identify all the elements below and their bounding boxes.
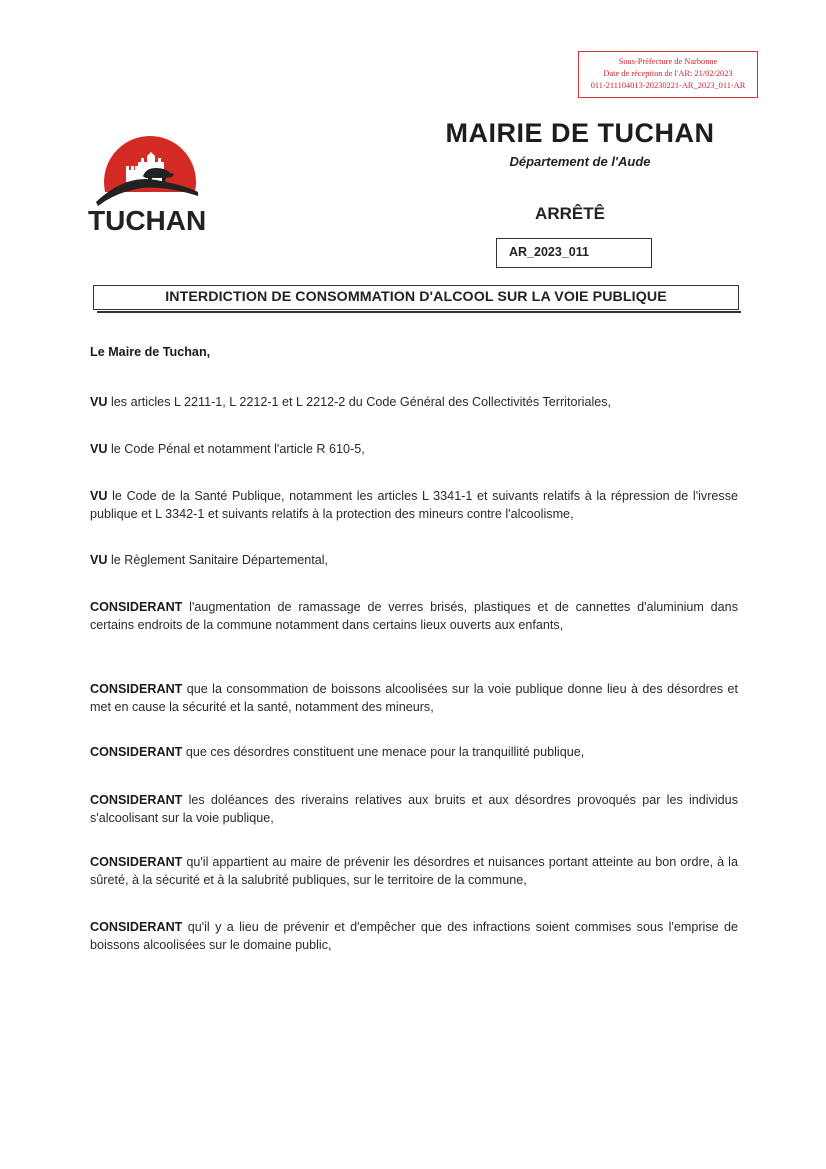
paragraph-8 [90, 791, 738, 827]
paragraph-lead: CONSIDERANT [90, 855, 183, 869]
paragraph-5 [90, 598, 738, 634]
paragraph-1 [90, 393, 738, 411]
paragraph-text: qu'il y a lieu de prévenir et d'empêcher que des infractions soient commises sous l'emprise de boissons alcoolisées sur le domaine public, [90, 920, 738, 952]
paragraph-lead: CONSIDERANT [90, 745, 183, 759]
paragraph-text: que ces désordres constituent une menace pour la tranquillité publique, [182, 745, 585, 759]
page-title: MAIRIE DE TUCHAN [445, 118, 715, 148]
paragraph-text: qu'il appartient au maire de prévenir les désordres et nuisances portant atteinte au bon ordre, à la sûreté, à la sécurité et à la salubrité publiques, sur le territoire de la commune, [90, 855, 738, 887]
logo-text: TUCHAN [88, 205, 207, 236]
paragraph-2 [90, 440, 738, 458]
paragraph-lead: VU [90, 489, 108, 503]
reception-stamp [578, 51, 758, 98]
paragraph-text: l'augmentation de ramassage de verres brisés, plastiques et de cannettes d'aluminium dans certains endroits de la commune notamment dans certains lieux ouverts aux enfants, [90, 600, 738, 632]
paragraph-6 [90, 680, 738, 716]
paragraph-lead: VU [90, 395, 108, 409]
intro-text: Le Maire de Tuchan, [90, 345, 211, 359]
stamp-line-3: 011-211104013-20230221-AR_2023_011-AR [590, 81, 746, 90]
reference-box [496, 238, 652, 268]
reference-number: AR_2023_011 [509, 245, 589, 259]
paragraph-4 [90, 551, 738, 569]
paragraph-lead: CONSIDERANT [90, 920, 183, 934]
paragraph-text: les doléances des riverains relatives aux bruits et aux désordres provoqués par les individus s'alcoolisant sur la voie publique, [90, 793, 738, 825]
paragraph-lead: CONSIDERANT [90, 600, 183, 614]
department-subtitle: Département de l'Aude [509, 154, 651, 169]
stamp-line-1: Sous-Préfecture de Narbonne [618, 57, 718, 66]
paragraph-lead: CONSIDERANT [90, 682, 183, 696]
tuchan-logo [86, 130, 216, 242]
paragraph-lead: VU [90, 442, 108, 456]
stamp-line-2: Date de réception de l'AR: 21/02/2023 [603, 69, 733, 78]
paragraph-9 [90, 853, 738, 889]
paragraph-lead: VU [90, 553, 108, 567]
paragraph-3 [90, 487, 738, 523]
paragraph-text: le Code Pénal et notamment l'article R 610-5, [107, 442, 365, 456]
paragraph-7 [90, 743, 738, 761]
subject-box [93, 285, 739, 310]
document-type: ARRÊTÊ [535, 204, 605, 223]
tuchan-logo-graphic [86, 130, 216, 242]
subject-title: INTERDICTION DE CONSOMMATION D'ALCOOL SUR LA VOIE PUBLIQUE [165, 289, 667, 305]
paragraph-text: les articles L 2211-1, L 2212-1 et L 2212-2 du Code Général des Collectivités Territoriales, [107, 395, 612, 409]
paragraph-lead: CONSIDERANT [90, 793, 183, 807]
paragraph-text: que la consommation de boissons alcoolisées sur la voie publique donne lieu à des désordres et met en cause la sécurité et la santé, notamment des mineurs, [90, 682, 738, 714]
paragraph-10 [90, 918, 738, 954]
intro-line [90, 343, 738, 361]
paragraph-text: le Règlement Sanitaire Départemental, [107, 553, 329, 567]
paragraph-text: le Code de la Santé Publique, notamment les articles L 3341-1 et suivants relatifs à la répression de l'ivresse publique et L 3342-1 et suivants relatifs à la protection des mineurs contre l'alcoolisme, [90, 489, 738, 521]
